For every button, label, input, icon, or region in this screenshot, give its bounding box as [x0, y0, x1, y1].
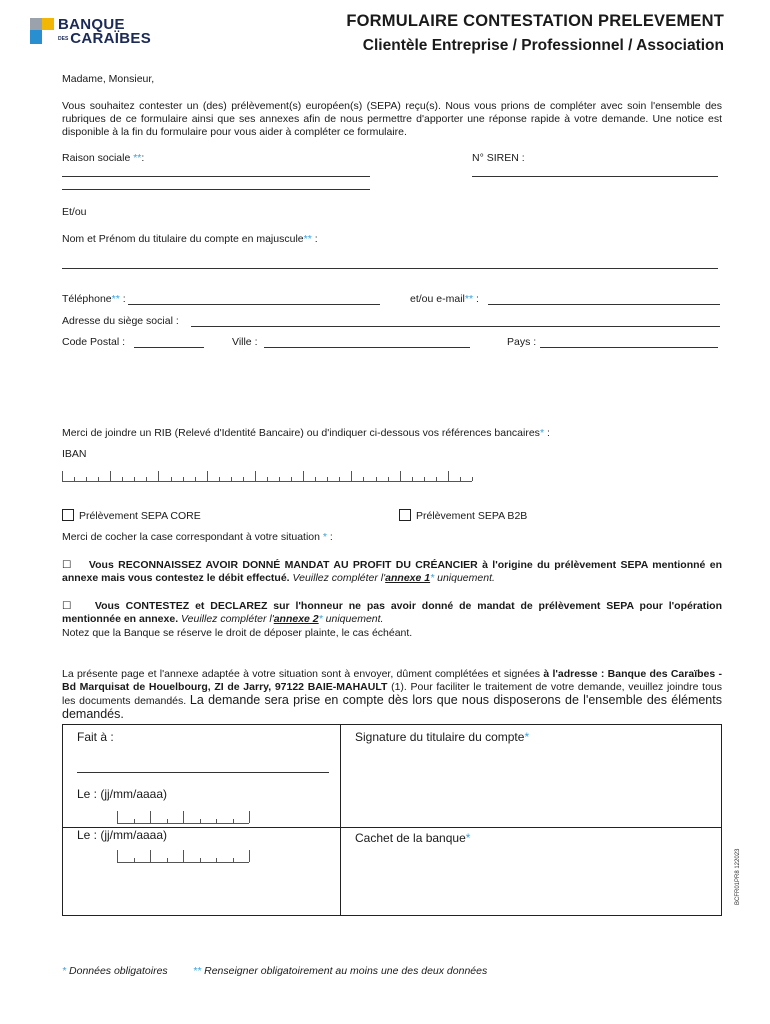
raison-sociale-label: Raison sociale **:: [62, 152, 145, 164]
iban-cell-divider: [412, 477, 413, 481]
date-cell-divider: [150, 811, 151, 823]
iban-label: IBAN: [62, 448, 87, 460]
date-cell-divider: [200, 858, 201, 862]
iban-cell-divider: [195, 477, 196, 481]
ville-line[interactable]: [264, 347, 470, 348]
iban-cell-divider: [376, 477, 377, 481]
iban-cell-divider: [183, 477, 184, 481]
date-cell-divider: [167, 819, 168, 823]
iban-cell-divider: [315, 477, 316, 481]
cachet-label: Cachet de la banque*: [355, 831, 471, 845]
iban-cell-divider: [279, 477, 280, 481]
date-cell-divider: [167, 858, 168, 862]
iban-cell-divider: [110, 471, 111, 481]
situation-text: Merci de cocher la case correspondant à votre situation * :: [62, 531, 333, 543]
date-cell-divider: [134, 819, 135, 823]
date-cell-divider: [117, 850, 118, 862]
iban-cell-divider: [255, 471, 256, 481]
iban-cell-divider: [74, 477, 75, 481]
iban-cell-divider: [231, 477, 232, 481]
date-cell-divider: [134, 858, 135, 862]
rib-text: Merci de joindre un RIB (Relevé d'Identité Bancaire) ou d'indiquer ci-dessous vos références bancaires* :: [62, 427, 550, 439]
iban-cell-divider: [146, 477, 147, 481]
code-postal-label: Code Postal :: [62, 336, 126, 348]
note-text: Notez que la Banque se réserve le droit de déposer plainte, le cas échéant.: [62, 627, 413, 639]
send-instructions: La présente page et l'annexe adaptée à votre situation sont à envoyer, dûment complétées et signées à l'adresse : Banque des Caraïbes - Bd Marquisat de Houelbourg, ZI de Jarry, 97122 BAIE-MAHAULT (1). Pour faciliter le traitement de votre demande, veuillez joindre tous les documents demandés. La demande sera prise en compte dès lors que nous disposerons de l'ensemble des éléments demandés.: [62, 668, 722, 721]
code-postal-line[interactable]: [134, 347, 204, 348]
date-cell-divider: [233, 819, 234, 823]
footer-renseigner: ** Renseigner obligatoirement au moins une des deux données: [193, 965, 488, 977]
iban-cell-divider: [400, 471, 401, 481]
iban-cell-divider: [62, 471, 63, 481]
raison-sociale-line-1[interactable]: [62, 176, 370, 177]
page-title: FORMULAIRE CONTESTATION PRELEVEMENT: [346, 12, 724, 30]
fait-a-label: Fait à :: [77, 730, 114, 744]
iban-cell-divider: [448, 471, 449, 481]
iban-cell-divider: [291, 477, 292, 481]
intro-text: Vous souhaitez contester un (des) prélèvement(s) européen(s) (SEPA) reçu(s). Nous vous prions de compléter avec soin l'ensemble des rubriques de ce formulaire ainsi que ses annexes afin de nous permettre d'apporter une réponse rapide à votre demande. Une notice est disponible à la fin du formulaire pour vous aider à compléter ce formulaire.: [62, 100, 722, 138]
fait-a-line[interactable]: [77, 772, 329, 773]
date-cell-divider: [117, 811, 118, 823]
date-cell-divider: [233, 858, 234, 862]
ville-label: Ville :: [232, 336, 258, 348]
raison-sociale-line-2[interactable]: [62, 189, 370, 190]
nom-prenom-label: Nom et Prénom du titulaire du compte en majuscule** :: [62, 233, 318, 245]
iban-cell-divider: [122, 477, 123, 481]
date-cell-divider: [183, 811, 184, 823]
option-1[interactable]: ☐ Vous RECONNAISSEZ AVOIR DONNÉ MANDAT AU PROFIT DU CRÉANCIER à l'origine du prélèvement SEPA mentionné en annexe mais vous contestez le débit effectué. Veuillez compléter l'annexe 1* uniquement.: [62, 559, 722, 584]
iban-cell-divider: [327, 477, 328, 481]
iban-cell-divider: [158, 471, 159, 481]
pays-line[interactable]: [540, 347, 718, 348]
adresse-label: Adresse du siège social :: [62, 315, 179, 327]
signature-label: Signature du titulaire du compte*: [355, 730, 530, 744]
adresse-line[interactable]: [191, 326, 720, 327]
iban-cell-divider: [424, 477, 425, 481]
nom-prenom-line[interactable]: [62, 268, 718, 269]
iban-cell-divider: [472, 477, 473, 481]
iban-cell-divider: [134, 477, 135, 481]
date-input-1[interactable]: [117, 812, 249, 824]
iban-cell-divider: [303, 471, 304, 481]
option-2-checkbox[interactable]: ☐: [62, 600, 72, 612]
date-cell-divider: [249, 811, 250, 823]
sepa-core-option[interactable]: Prélèvement SEPA CORE: [62, 509, 201, 523]
bank-logo: BANQUE DES CARAÏBES: [58, 16, 152, 47]
iban-cell-divider: [98, 477, 99, 481]
date-cell-divider: [249, 850, 250, 862]
iban-cell-divider: [207, 471, 208, 481]
greeting: Madame, Monsieur,: [62, 73, 155, 85]
iban-input[interactable]: [62, 468, 472, 482]
iban-cell-divider: [460, 477, 461, 481]
option-1-checkbox[interactable]: ☐: [62, 559, 72, 571]
telephone-label: Téléphone** :: [62, 293, 126, 305]
telephone-line[interactable]: [128, 304, 380, 305]
email-line[interactable]: [488, 304, 720, 305]
page-subtitle: Clientèle Entreprise / Professionnel / Association: [362, 37, 724, 54]
option-2[interactable]: ☐ Vous CONTESTEZ et DECLAREZ sur l'honneur ne pas avoir donné de mandat de prélèvement SEPA pour l'opération mentionnée en annexe. Veuillez compléter l'annexe 2* uniquement.: [62, 600, 722, 625]
footer-obligatoires: * Données obligatoires: [62, 965, 168, 977]
date-cell-divider: [216, 858, 217, 862]
signature-table: [62, 724, 722, 916]
date-label-2: Le : (jj/mm/aaaa): [77, 828, 168, 842]
date-label-1: Le : (jj/mm/aaaa): [77, 787, 168, 801]
siren-label: N° SIREN :: [472, 152, 525, 164]
iban-cell-divider: [363, 477, 364, 481]
date-cell-divider: [216, 819, 217, 823]
iban-cell-divider: [388, 477, 389, 481]
etou-label: Et/ou: [62, 206, 87, 218]
iban-cell-divider: [86, 477, 87, 481]
iban-cell-divider: [351, 471, 352, 481]
pays-label: Pays :: [507, 336, 537, 348]
date-cell-divider: [200, 819, 201, 823]
iban-cell-divider: [171, 477, 172, 481]
date-cell-divider: [150, 850, 151, 862]
date-input-2[interactable]: [117, 851, 249, 863]
iban-cell-divider: [243, 477, 244, 481]
iban-cell-divider: [267, 477, 268, 481]
date-cell-divider: [183, 850, 184, 862]
iban-cell-divider: [219, 477, 220, 481]
document-code: BCFR01PR8 122023: [735, 848, 741, 905]
sepa-b2b-option[interactable]: Prélèvement SEPA B2B: [399, 509, 527, 523]
sepa-b2b-checkbox[interactable]: [399, 509, 411, 521]
email-label: et/ou e-mail** :: [410, 293, 479, 305]
iban-cell-divider: [339, 477, 340, 481]
logo-mark: [30, 18, 54, 46]
siren-line[interactable]: [472, 176, 718, 177]
sepa-core-checkbox[interactable]: [62, 509, 74, 521]
iban-cell-divider: [436, 477, 437, 481]
